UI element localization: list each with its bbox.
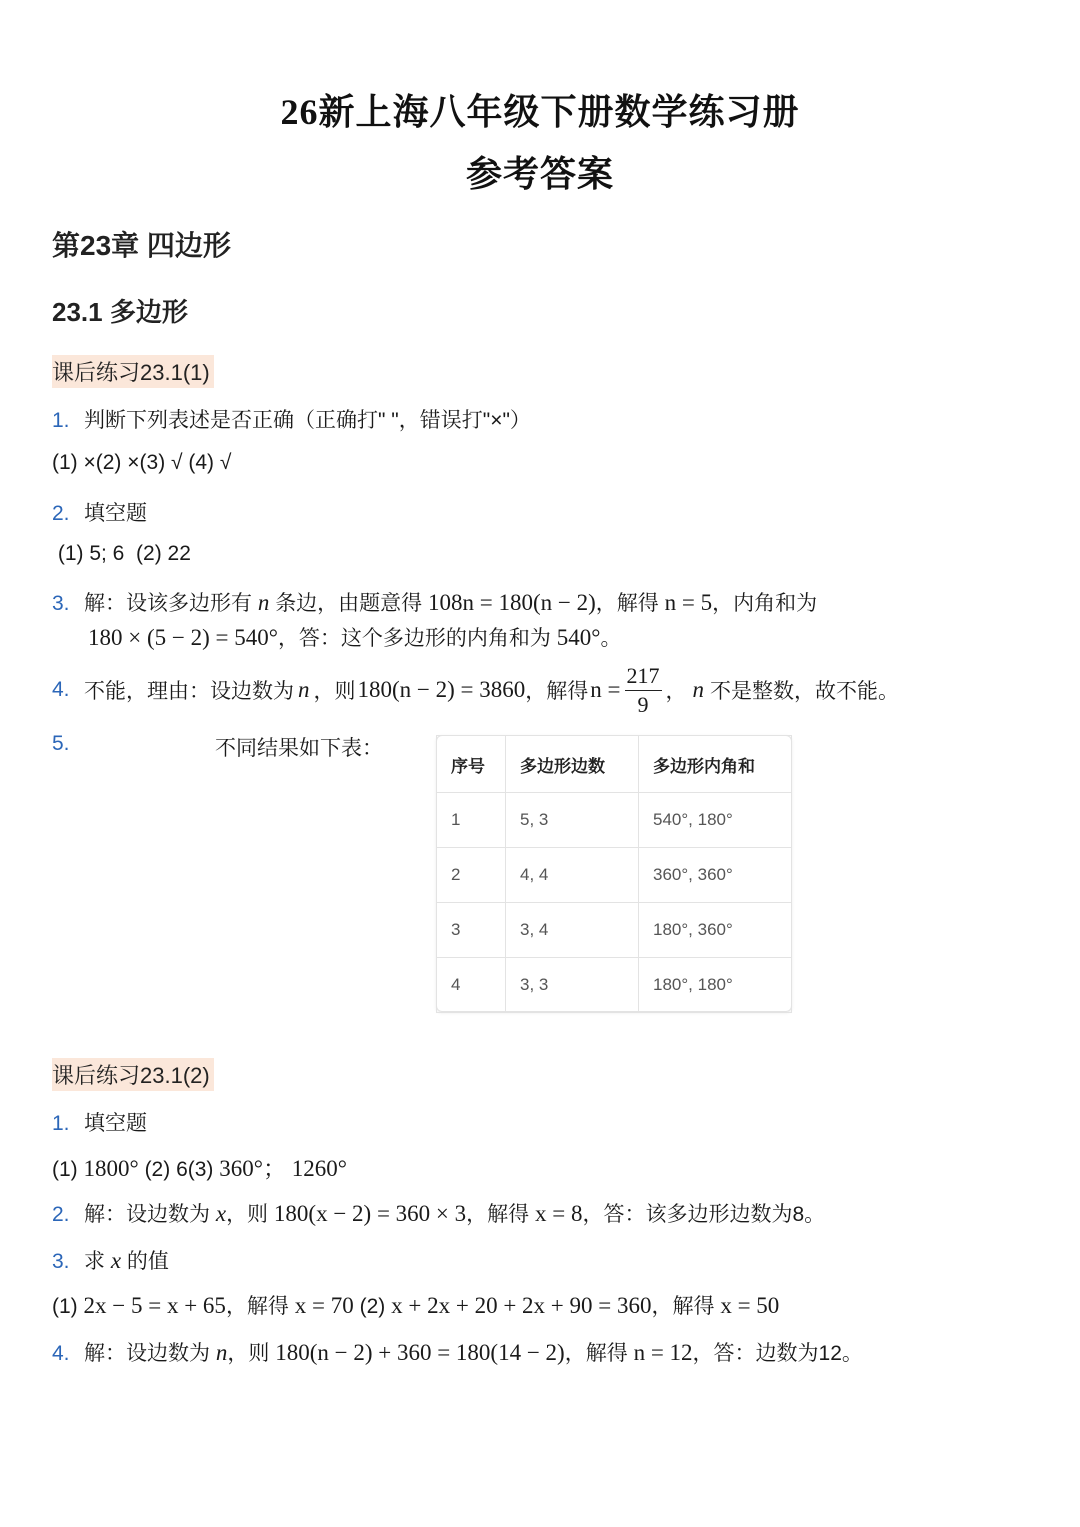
table-cell: 5, 3 — [506, 793, 639, 848]
ex1-answer-1: (1) ×(2) ×(3) √ (4) √ — [52, 451, 232, 474]
table-cell: 3 — [437, 903, 506, 958]
table-cell: 4 — [437, 958, 506, 1013]
math: x = 8 — [534, 1201, 583, 1226]
text: ，解得 — [225, 1295, 289, 1318]
question-number: 4. — [52, 1342, 70, 1365]
section-heading: 23.1 多边形 — [52, 297, 188, 327]
text: ，解得 — [564, 1342, 628, 1365]
text: ，答：边数为12。 — [692, 1342, 863, 1365]
text: 。 — [600, 627, 622, 650]
text: 条边，由题意得 — [275, 592, 423, 615]
text: 解：设该多边形有 — [84, 592, 252, 615]
math: n — [215, 1340, 228, 1365]
column-header: 序号 — [437, 736, 506, 793]
question-number: 1. — [52, 1112, 70, 1135]
question-number: 2. — [52, 1203, 70, 1226]
math: 2x − 5 = x + 65 — [83, 1293, 226, 1318]
exercise-heading-2: 课后练习23.1(2) — [52, 1058, 214, 1091]
fraction-numerator: 217 — [625, 662, 662, 691]
question-text: 填空题 — [84, 502, 147, 525]
text: ， — [665, 680, 687, 703]
math: x — [215, 1201, 227, 1226]
ex2-question-1 — [52, 1107, 147, 1137]
math: 1800° — [83, 1156, 139, 1181]
text: (1) — [52, 1158, 78, 1181]
results-table — [436, 735, 792, 1013]
math: n = 5 — [664, 590, 713, 615]
table-cell: 1 — [437, 793, 506, 848]
ex2-question-3 — [52, 1245, 169, 1275]
math: x = 50 — [720, 1293, 780, 1318]
text: ，解得 — [525, 680, 589, 703]
math: x — [110, 1248, 122, 1273]
text: ，则 — [227, 1342, 270, 1365]
table-header-row — [437, 736, 792, 793]
table-cell: 4, 4 — [506, 848, 639, 903]
text: ，则 — [313, 680, 356, 703]
question-number: 1. — [52, 409, 70, 432]
ex1-question-5 — [52, 732, 84, 756]
ex1-question-4 — [52, 660, 899, 720]
table-row — [437, 793, 792, 848]
document-title: 26新上海八年级下册数学练习册 — [280, 92, 800, 132]
math: 540° — [556, 625, 601, 650]
text: (2) — [359, 1295, 386, 1318]
ex2-answer-3 — [52, 1290, 779, 1320]
table-cell: 2 — [437, 848, 506, 903]
text: ，解得 — [595, 592, 659, 615]
math: 180(x − 2) = 360 × 3 — [273, 1201, 467, 1226]
column-header: 多边形边数 — [506, 736, 639, 793]
table-cell: 180°, 360° — [639, 903, 792, 958]
text: ，则 — [226, 1203, 269, 1226]
text: ，内角和为 — [712, 592, 818, 615]
table-cell: 180°, 180° — [639, 958, 792, 1013]
math: 108n = 180(n − 2) — [428, 590, 596, 615]
text: 的值 — [126, 1250, 169, 1273]
ex1-question-5-text: 不同结果如下表： — [215, 737, 383, 760]
question-number: 2. — [52, 502, 70, 525]
math: n — [298, 677, 310, 702]
text: ，解得 — [466, 1203, 530, 1226]
fraction-denominator: 9 — [637, 691, 649, 717]
table-row — [437, 958, 792, 1013]
ex2-question-2 — [52, 1198, 825, 1228]
ex1-question-3-cont — [88, 622, 621, 652]
text: 解：设边数为 — [84, 1203, 210, 1226]
fraction — [625, 662, 662, 719]
text: 求 — [84, 1250, 105, 1273]
math: 180 × (5 − 2) = 540° — [88, 625, 278, 650]
text: (2) 6(3) — [144, 1158, 214, 1181]
question-text: 判断下列表述是否正确（正确打" "，错误打"×"） — [84, 409, 531, 432]
ex1-question-2 — [52, 497, 147, 527]
question-number: 3. — [52, 1250, 70, 1273]
math: 180(n − 2) = 3860 — [357, 677, 526, 702]
math: n = 12 — [633, 1340, 693, 1365]
text: (1) — [52, 1295, 78, 1318]
table-cell: 360°, 360° — [639, 848, 792, 903]
text: ，解得 — [651, 1295, 715, 1318]
text: 不能，理由：设边数为 — [84, 680, 294, 703]
table-cell: 3, 4 — [506, 903, 639, 958]
ex1-question-3 — [52, 587, 817, 617]
table-cell: 3, 3 — [506, 958, 639, 1013]
math: n — [257, 590, 270, 615]
text: ，答：这个多边形的内角和为 — [277, 627, 551, 650]
ex2-answer-1 — [52, 1150, 347, 1183]
question-text: 填空题 — [84, 1112, 147, 1135]
question-number: 4. — [52, 678, 70, 701]
text: 不是整数，故不能。 — [710, 680, 899, 703]
question-number: 3. — [52, 592, 70, 615]
table-row — [437, 848, 792, 903]
math: n = — [590, 677, 621, 702]
chapter-heading: 第23章 四边形 — [52, 230, 231, 261]
text: 解：设边数为 — [84, 1342, 210, 1365]
math: x = 70 — [294, 1293, 354, 1318]
math: n — [692, 677, 704, 702]
column-header: 多边形内角和 — [639, 736, 792, 793]
ex1-question-1 — [52, 404, 531, 434]
table-cell: 540°, 180° — [639, 793, 792, 848]
ex2-question-4 — [52, 1337, 863, 1367]
math: 360°； 1260° — [219, 1156, 347, 1181]
math: 180(n − 2) + 360 = 180(14 − 2) — [275, 1340, 565, 1365]
ex1-answer-2: (1) 5; 6 (2) 22 — [52, 542, 191, 565]
text: ，答：该多边形边数为8。 — [582, 1203, 826, 1226]
math: x + 2x + 20 + 2x + 90 = 360 — [391, 1293, 652, 1318]
exercise-heading-1: 课后练习23.1(1) — [52, 355, 214, 388]
document-subtitle: 参考答案 — [465, 154, 614, 194]
question-number: 5. — [52, 732, 70, 755]
table-row — [437, 903, 792, 958]
